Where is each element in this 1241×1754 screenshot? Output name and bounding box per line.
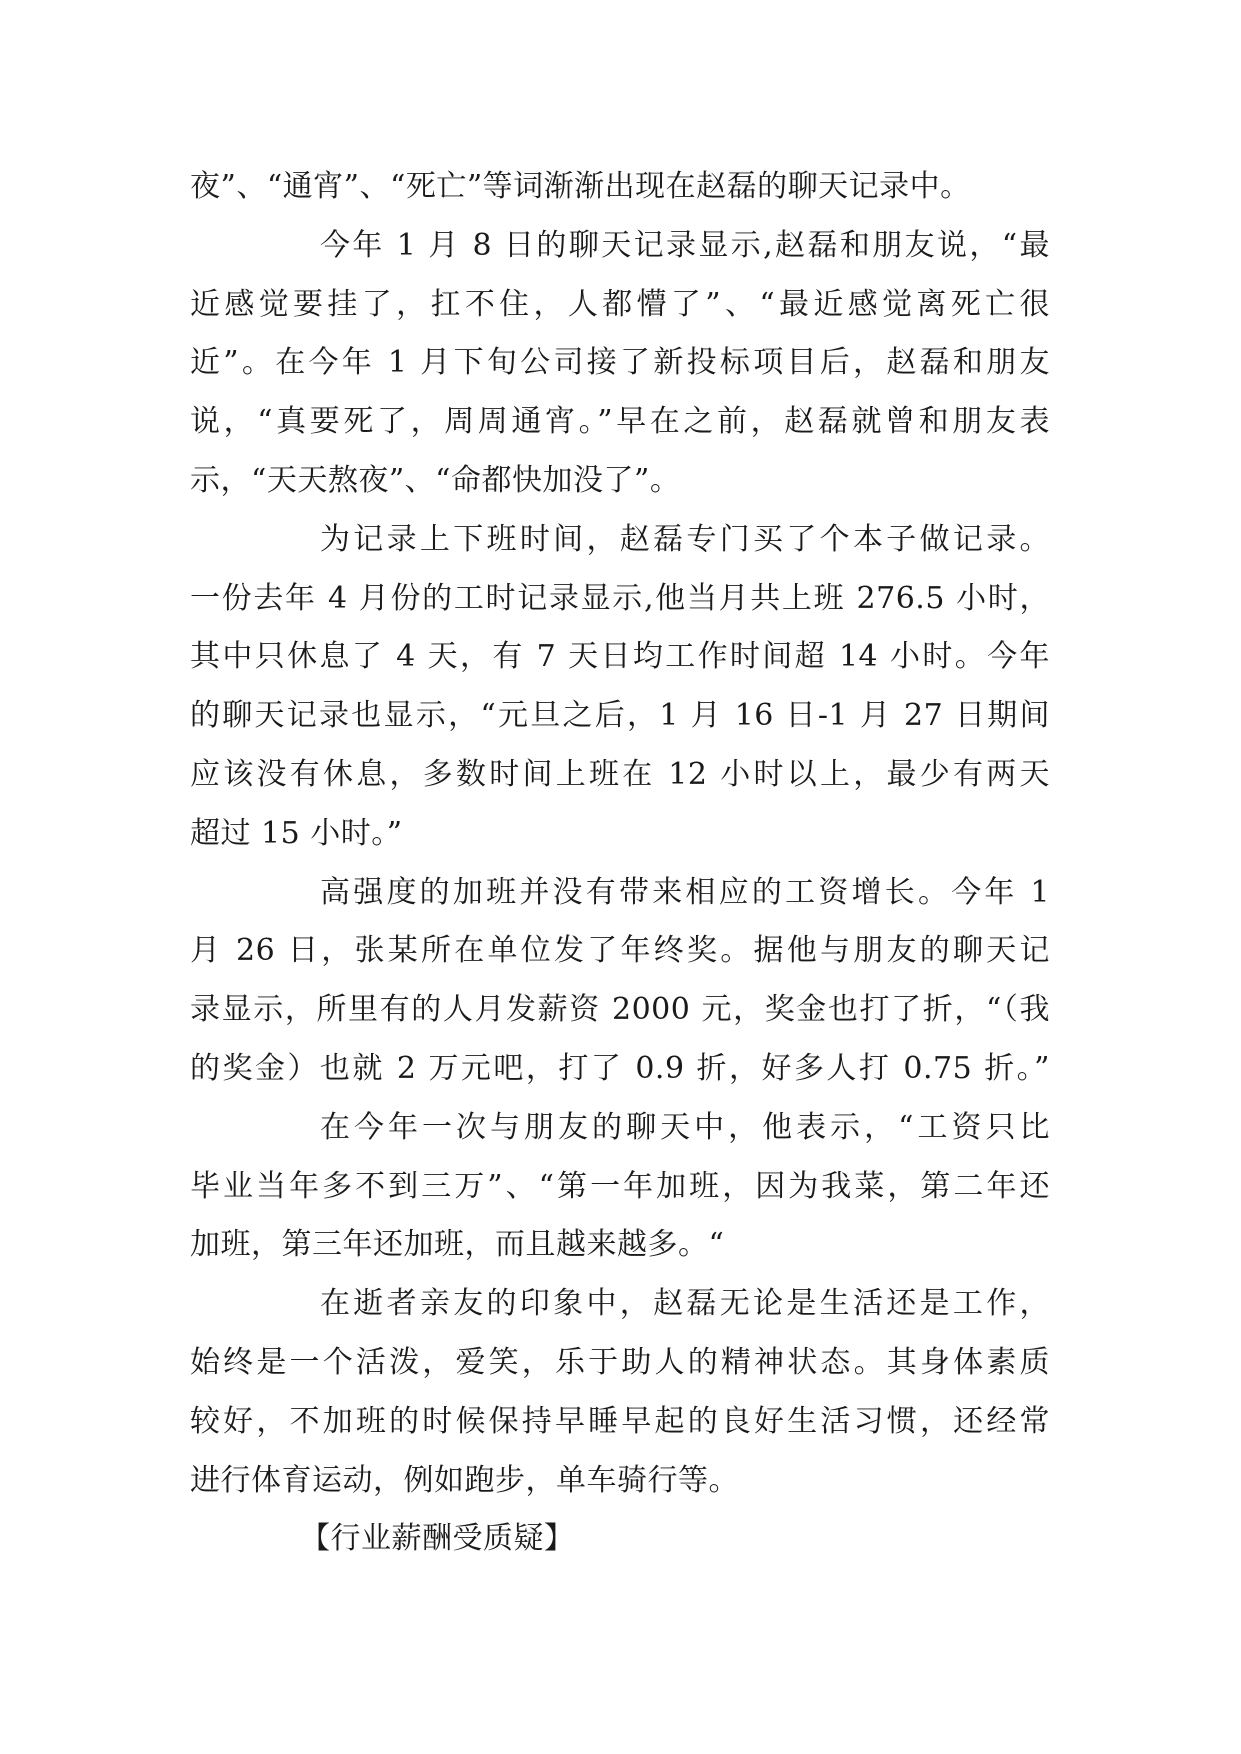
paragraph	[190, 158, 1050, 217]
text-line: 始终是一个活泼，爱笑，乐于助人的精神状态。其身体素质	[190, 1344, 1050, 1380]
text-line: 的聊天记录也显示，“元旦之后，1 月 16 日-1 月 27 日期间	[190, 698, 1050, 734]
paragraph	[190, 864, 1050, 1099]
text-line: 进行体育运动，例如跑步，单车骑行等。	[190, 1462, 739, 1498]
text-line: 一份去年 4 月份的工时记录显示,他当月共上班 276.5 小时，	[190, 580, 1050, 616]
text-line: 录显示，所里有的人月发薪资 2000 元，奖金也打了折，“（我	[190, 992, 1050, 1028]
text-line: 为记录上下班时间，赵磊专门买了个本子做记录。	[320, 521, 1050, 557]
text-line: 的奖金）也就 2 万元吧，打了 0.9 折，好多人打 0.75 折。”	[190, 1050, 1050, 1086]
paragraph	[190, 217, 1050, 511]
text-line: 其中只休息了 4 天，有 7 天日均工作时间超 14 小时。今年	[190, 639, 1050, 675]
paragraph	[190, 1275, 1050, 1510]
text-line: 超过 15 小时。”	[190, 815, 403, 851]
paragraph	[190, 1099, 1050, 1275]
text-line: 月 26 日，张某所在单位发了年终奖。据他与朋友的聊天记	[190, 933, 1050, 969]
text-line: 夜”、“通宵”、“死亡”等词渐渐出现在赵磊的聊天记录中。	[190, 169, 971, 204]
paragraph	[190, 511, 1050, 864]
text-line: 示，“天天熬夜”、“命都快加没了”。	[190, 462, 681, 498]
text-line: 加班，第三年还加班，而且越来越多。“	[190, 1227, 725, 1263]
document-page	[190, 158, 1050, 1569]
text-line: 在逝者亲友的印象中，赵磊无论是生活还是工作，	[320, 1286, 1050, 1322]
text-line: 较好，不加班的时候保持早睡早起的良好生活习惯，还经常	[190, 1403, 1050, 1439]
text-line: 说，“真要死了，周周通宵。”早在之前，赵磊就曾和朋友表	[190, 404, 1050, 440]
text-line: 应该没有休息，多数时间上班在 12 小时以上，最少有两天	[190, 756, 1050, 792]
text-line: 今年 1 月 8 日的聊天记录显示,赵磊和朋友说，“最	[320, 227, 1050, 263]
text-line: 在今年一次与朋友的聊天中，他表示，“工资只比	[320, 1109, 1050, 1145]
text-line: 近感觉要挂了，扛不住，人都懵了”、“最近感觉离死亡很	[190, 286, 1050, 322]
text-line: 毕业当年多不到三万”、“第一年加班，因为我菜，第二年还	[190, 1168, 1050, 1204]
text-line: 高强度的加班并没有带来相应的工资增长。今年 1	[320, 874, 1050, 910]
text-line: 近”。在今年 1 月下旬公司接了新投标项目后，赵磊和朋友	[190, 345, 1050, 381]
section-heading: 【行业薪酬受质疑】	[300, 1521, 575, 1557]
